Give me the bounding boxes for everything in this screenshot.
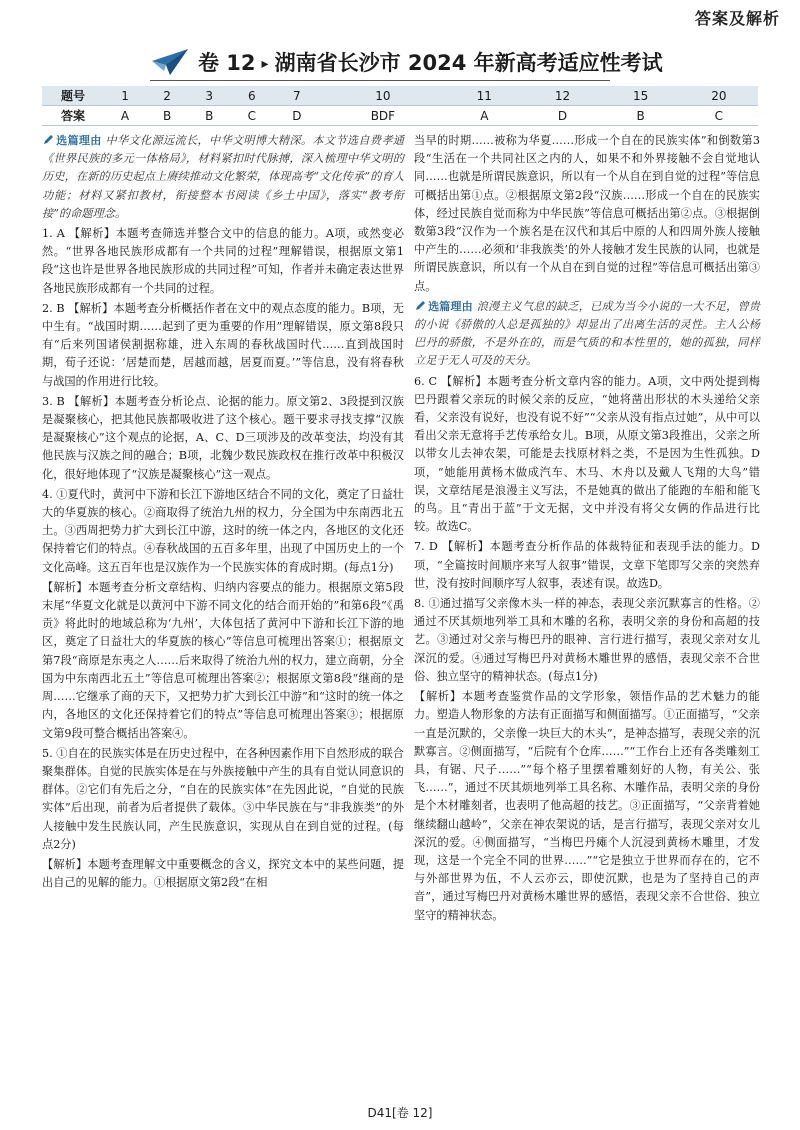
- table-cell: D: [523, 106, 601, 126]
- paper-plane-icon: [150, 47, 190, 77]
- question-number-row: [42, 86, 758, 106]
- row-label: 题号: [42, 86, 104, 106]
- answer-4: 4. ①夏代时，黄河中下游和长江下游地区结合不同的文化，奠定了日益壮大的华夏族的核心。②商取得了统治九州的权力，分全国为中东南西北五土。③西周把势力扩大到长江中游，这时的统一体之内，各地区的文化还保持着它们的特点。④春秋战国的五百多年里，出现了中国历史上的一个文化高峰。这五百年也是汉族作为一个民族实体的育成时期。(每点1分): [42, 487, 404, 574]
- table-cell: B: [602, 106, 680, 126]
- explanation-5: 【解析】本题考查理解文中重要概念的含义，探究文本中的某些问题，提出自己的见解的能力。①根据原文第2段“在相: [42, 857, 404, 890]
- answer-explanation-2: 2. B 【解析】本题考查分析概括作者在文中的观点态度的能力。B项，无中生有。“战国时期……起到了更为重要的作用”理解错误，原文第8段只有“后来列国诸侯割据称雄，进入东周的春秋战国时代……直到战国时期，荀子还说：‘居楚而楚，居越而越，居夏而夏。’”等信息，没有将春秋与战国的作用进行比较。: [42, 301, 404, 388]
- right-column: [414, 132, 760, 927]
- answer-table: [42, 86, 758, 126]
- table-cell: 6: [230, 86, 273, 106]
- volume-label: 卷 12: [198, 51, 256, 75]
- explanation-4: 【解析】本题考查分析文章结构、归纳内容要点的能力。根据原文第5段末尾“华夏文化就是以黄河中下游不同文化的结合而开始的”和第6段“《禹贡》将此时的地域总称为‘九州’，大体包括了黄河中下游和长江下游的地区，奠定了日益壮大的华夏族的核心”等信息可梳理出答案①；根据原文第7段“商原是东夷之人……后来取得了统治九州的权力，建立商朝，分全国为中东南西北五土”等信息可梳理出答案②；根据原文第8段“继商的是周……它继承了商的天下，又把势力扩大到长江中游”和“这时的统一体之内，各地区的文化还保持着它们的特点”等信息可梳理出答案③；根据原文第9段可整合概括出答案④。: [42, 580, 404, 740]
- selection-reason-text: 中华文化源远流长，中华文明博大精深。本文节选自费孝通《世界民族的多元一体格局》，材料紧扣时代脉搏，深入梳理中华文明的历史，在新的历史起点上赓续推动文化繁荣，体现高考“文化传承”的育人功能；材料又紧扣教材，衔接整本书阅读《乡土中国》，落实“教考衔接”的命题理念。: [42, 134, 404, 220]
- table-cell: 2: [146, 86, 188, 106]
- selection-reason-tag: 选篇理由: [56, 134, 102, 147]
- pen-icon: [42, 134, 54, 146]
- explanation-5-continued: 当早的时期……被称为华夏……形成一个自在的民族实体”和倒数第3段“生活在一个共同社区之内的人，如果不和外界接触不会自觉地认同……也就是所谓民族意识，所以有一个从自在到自觉的过程”等信息可概括出第①点。②根据原文第2段“汉族……形成一个自在的民族实体，经过民族自觉而称为中华民族”等信息可概括出第②点。③根据倒数第3段“汉作为一个族名是在汉代和其后中原的人和四周外族人接触中产生的……必须和‘非我族类’的外人接触才发生民族的认同，也就是所谓民族意识，所以有一个从自在到自觉的过程”等信息可概括出第③点。: [414, 134, 760, 293]
- table-cell: 12: [523, 86, 601, 106]
- page-number: D41[卷 12]: [367, 1106, 433, 1120]
- exam-name: 湖南省长沙市 2024 年新高考适应性考试: [274, 51, 663, 75]
- explanation-8: 【解析】本题考查鉴赏作品的文学形象，领悟作品的艺术魅力的能力。塑造人物形象的方法有正面描写和侧面描写。①正面描写，“父亲一直是沉默的，父亲像一块巨大的木头”，是神态描写，表现父亲的沉默寡言。②侧面描写，“后院有个仓库……”“工作台上还有各类雕刻工具，有锯、尺子……”“每个格子里摆着雕刻好的人物，有关公、张飞……”，通过不厌其烦地列举工具名称、木雕作品，表明父亲的身份是个木材雕刻者，也表明了他高超的技艺。③正面描写，“父亲背着她继续翻山越岭”，父亲在神农架说的话，是言行描写，表现父亲对女儿深沉的爱。④侧面描写，“当梅巴丹瘫个人沉浸到黄杨木雕里，才发现，这是一个完全不同的世界……”“它是独立于世界而存在的，它不与外部世界为伍，不人云亦云，即使沉默，也是为了坚持自己的声音”，通过写梅巴丹对黄杨木雕世界的感悟，表现父亲不合世俗、独立坚守的精神状态。: [414, 690, 760, 922]
- answer-explanation-3: 3. B 【解析】本题考查分析论点、论据的能力。原文第2、3段提到汉族是凝聚核心，把其他民族都吸收进了这个核心。题干要求寻找支撑“汉族是凝聚核心”这个观点的论据，A、C、D三项涉及的改革变法，均没有其他民族与汉族之间的融合；B项，北魏少数民族政权在推行改革中积极汉化，很好地体现了“汉族是凝聚核心”这一观点。: [42, 394, 404, 481]
- arrow-icon: ▸: [261, 56, 269, 72]
- title-bar: [150, 44, 663, 80]
- table-cell: A: [104, 106, 146, 126]
- table-cell: 10: [321, 86, 446, 106]
- table-cell: 7: [273, 86, 320, 106]
- table-cell: 1: [104, 86, 146, 106]
- title-underline: [150, 80, 610, 81]
- pen-icon: [414, 300, 426, 312]
- page-title: [198, 47, 663, 77]
- table-cell: C: [230, 106, 273, 126]
- row-label: 答案: [42, 106, 104, 126]
- table-cell: BDF: [321, 106, 446, 126]
- answer-row: [42, 106, 758, 126]
- answer-explanation-1: 1. A 【解析】本题考查筛选并整合文中的信息的能力。A项，或然变必然。“世界各地民族形成都有一个共同的过程”理解错误，根据原文第1段“这也许是世界各地民族形成的共同过程”可知，作者并未确定表达世界各地民族形成都有一个共同的过程。: [42, 227, 404, 295]
- left-column: [42, 132, 404, 894]
- answer-explanation-7: 7. D 【解析】本题考查分析作品的体裁特征和表现手法的能力。D项，“全篇按时间顺序来写人叙事”错误，文章下笔即写父亲的突然弃世，没有按时间顺序写人叙事，表述有误。故选D。: [414, 540, 760, 590]
- table-cell: 11: [445, 86, 523, 106]
- selection-reason-tag: 选篇理由: [428, 299, 473, 313]
- table-cell: D: [273, 106, 320, 126]
- table-cell: B: [146, 106, 188, 126]
- selection-reason: [42, 132, 404, 223]
- table-cell: A: [445, 106, 523, 126]
- table-cell: C: [680, 106, 758, 126]
- answer-explanation-6: 6. C 【解析】本题考查分析文章内容的能力。A项，文中两处提到梅巴丹跟着父亲玩的时候父亲的反应，“她将凿出形状的木头递给父亲看，父亲没有说好，也没有说不好”“父亲从没有指点过她”，从中可以看出父亲无意将手艺传承给女儿。B项，从原文第3段推出，父亲之所以带女儿去神农架，可能是去找原材料之类，不是因为生性孤独。D项，“她能用黄杨木做成汽车、木马、木舟以及戴人飞翔的大鸟”错误，文章结尾是浪漫主义写法，不是她真的做出了能跑的车船和能飞的鸟。且“青出于蓝”于文无据，文中并没有将父女俩的作品进行比较。故选C。: [414, 374, 760, 534]
- selection-reason: [414, 298, 760, 371]
- section-label: 答案及解析: [694, 9, 780, 28]
- selection-reason-text: 浪漫主义气息的缺乏，已成为当今小说的一大不足，曾贵的小说《骄傲的人总是孤独的》却显出了出离生活的灵性。主人公杨巴丹的骄傲，不是外在的，而是气质的和本性里的，她的孤独，同样立足于无人可及的天分。: [414, 299, 760, 368]
- table-cell: 3: [188, 86, 230, 106]
- answer-8: 8. ①通过描写父亲像木头一样的神态，表现父亲沉默寡言的性格。②通过不厌其烦地列举工具和木雕的名称，表明父亲的身份和高超的技艺。③通过对父亲与梅巴丹的眼神、言行进行描写，表现父亲对女儿深沉的爱。④通过写梅巴丹对黄杨木雕世界的感悟，表现父亲不合世俗、独立坚守的精神状态。(每点1分): [414, 597, 760, 683]
- table-cell: 20: [680, 86, 758, 106]
- table-cell: 15: [602, 86, 680, 106]
- answer-5: 5. ①自在的民族实体是在历史过程中，在各种因素作用下自然形成的联合聚集群体。自觉的民族实体是在与外族接触中产生的具有自觉认同意识的群体。②它们有先后之分，“自在的民族实体”在先因此说，“自觉的民族实体”后出现，前者为后者提供了载体。③中华民族在与“非我族类”的外人接触中发生民族认同，产生民族意识，实现从自在到自觉的过程。(每点2分): [42, 746, 404, 851]
- table-cell: B: [188, 106, 230, 126]
